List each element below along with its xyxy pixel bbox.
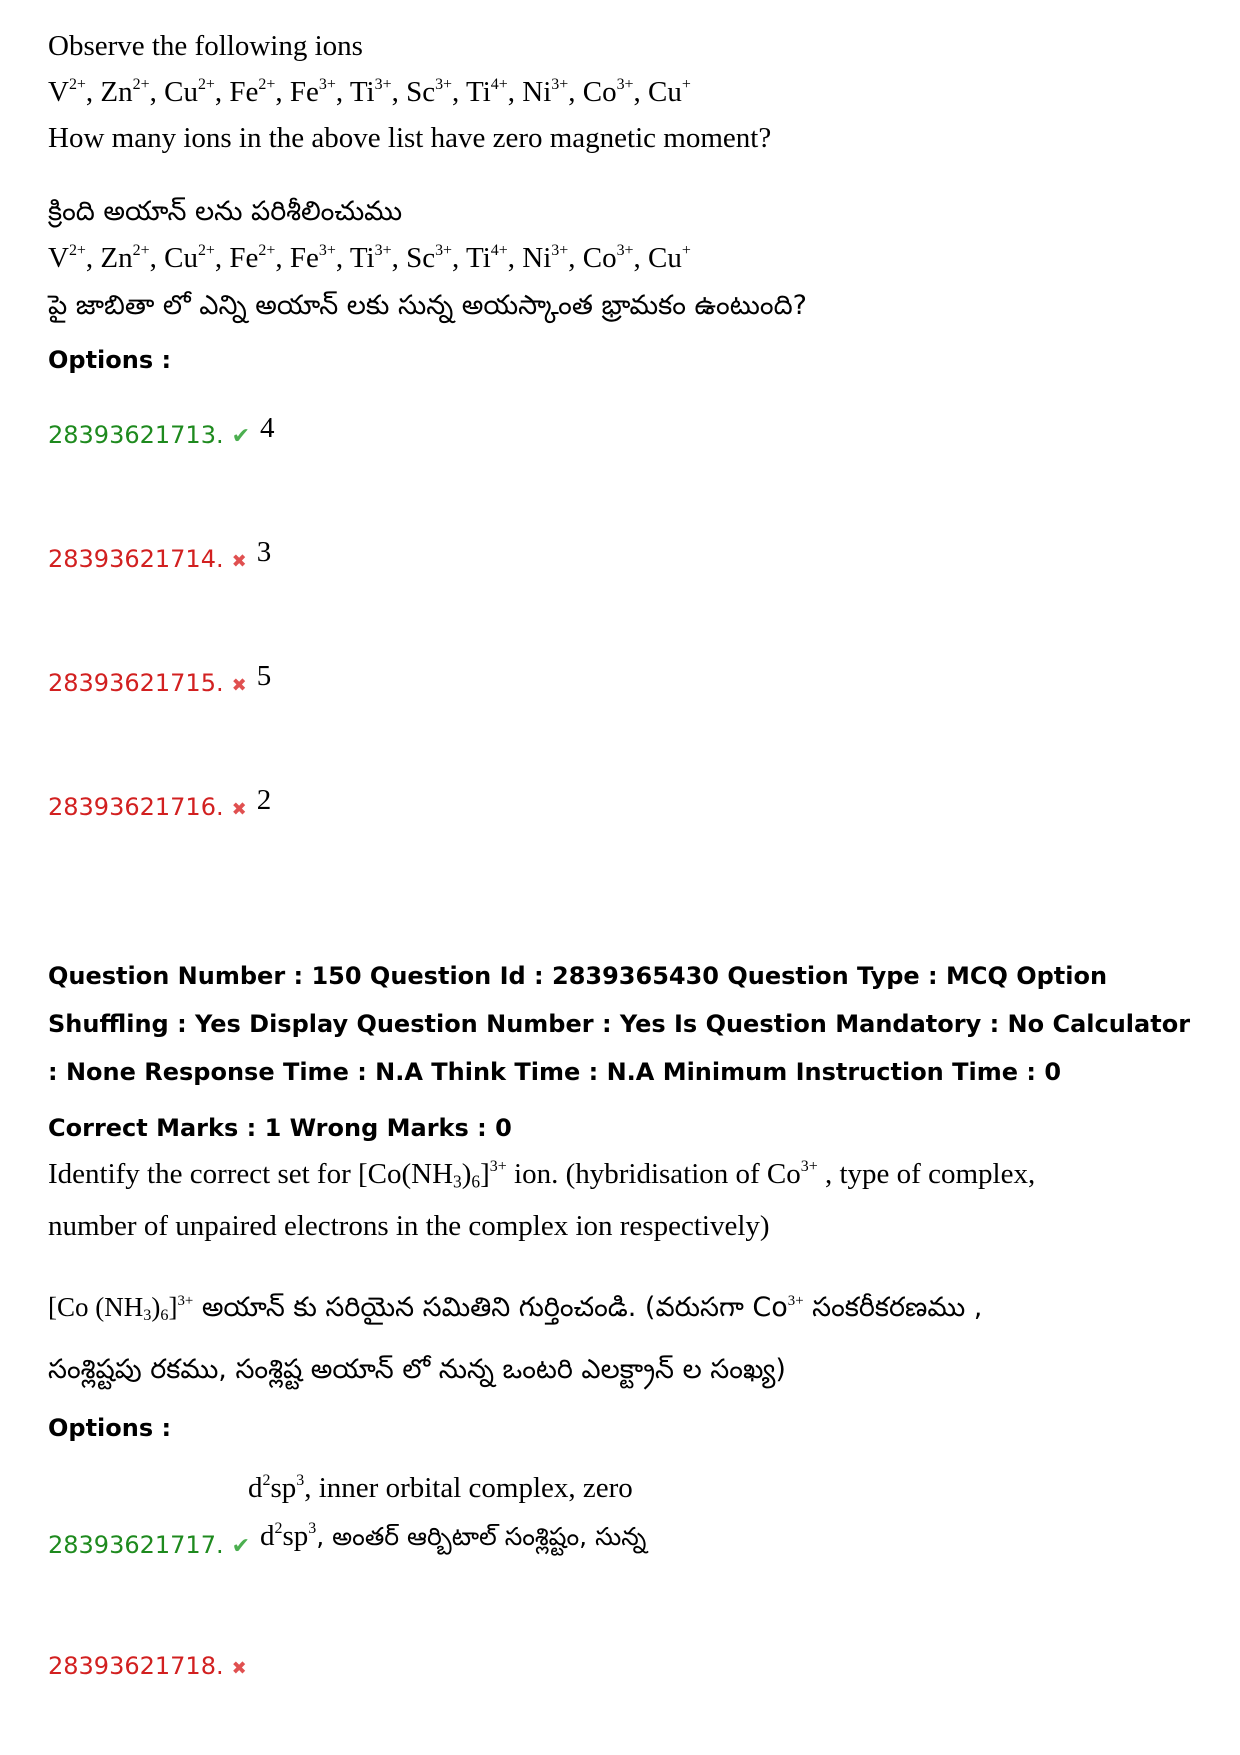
ion-charge: 3+ bbox=[374, 242, 392, 260]
ion-charge: 3+ bbox=[318, 76, 336, 94]
q2-text: ) bbox=[151, 1292, 161, 1322]
separator: , bbox=[452, 242, 467, 274]
ion-charge: 2+ bbox=[258, 242, 276, 260]
q2-text: సంకరీకరణము , bbox=[803, 1292, 983, 1323]
superscript: 3+ bbox=[800, 1158, 818, 1176]
separator: , bbox=[568, 76, 583, 108]
q2-marks: Correct Marks : 1 Wrong Marks : 0 bbox=[48, 1114, 512, 1142]
option-id: 28393621717. bbox=[48, 1531, 224, 1559]
separator: , bbox=[452, 76, 467, 108]
q1-option-1[interactable] bbox=[48, 412, 275, 451]
superscript: 3+ bbox=[489, 1158, 507, 1176]
q2-text: అయాన్ కు సరియైన సమితిని గుర్తించండి. (వరుసగా Co bbox=[193, 1292, 788, 1323]
ion-charge: 4+ bbox=[490, 76, 508, 94]
cross-icon: ✖ bbox=[231, 551, 247, 571]
separator: , bbox=[507, 242, 523, 274]
separator: , bbox=[149, 76, 165, 108]
subscript: 6 bbox=[471, 1171, 481, 1192]
separator: , bbox=[214, 76, 230, 108]
ion-charge: 2+ bbox=[68, 242, 86, 260]
q1-ion-list bbox=[48, 76, 691, 109]
ion-charge: 3+ bbox=[551, 76, 569, 94]
q2-option-2[interactable] bbox=[48, 1652, 247, 1680]
option-text: sp bbox=[270, 1472, 297, 1504]
check-icon: ✔ bbox=[231, 423, 251, 448]
ion-symbol: Ti bbox=[466, 242, 491, 274]
superscript: 3 bbox=[296, 1472, 305, 1490]
q2-text: ] bbox=[168, 1292, 178, 1322]
ion-symbol: Ti bbox=[466, 76, 491, 108]
ion-symbol: Co bbox=[582, 242, 617, 274]
ion-symbol: Ni bbox=[522, 242, 552, 274]
separator: , bbox=[85, 76, 101, 108]
separator: , bbox=[633, 76, 649, 108]
ion-charge: 3+ bbox=[551, 242, 569, 260]
option-text: sp bbox=[282, 1520, 309, 1552]
cross-icon: ✖ bbox=[231, 675, 247, 695]
ion-symbol: Co bbox=[582, 76, 617, 108]
ion-symbol: Ti bbox=[349, 242, 375, 274]
separator: , bbox=[568, 242, 583, 274]
ion-charge: + bbox=[681, 76, 691, 94]
option-value: 5 bbox=[256, 660, 272, 692]
q2-option-1-en bbox=[248, 1472, 633, 1505]
ion-symbol: Fe bbox=[289, 242, 319, 274]
ion-symbol: Ti bbox=[349, 76, 375, 108]
q2-question-en-line2: number of unpaired electrons in the complex ion respectively) bbox=[48, 1210, 770, 1242]
q1-options-label: Options : bbox=[48, 346, 172, 374]
q2-option-1[interactable] bbox=[48, 1520, 647, 1566]
q1-option-4[interactable] bbox=[48, 784, 272, 823]
separator: , bbox=[633, 242, 649, 274]
separator: , bbox=[149, 242, 165, 274]
ion-symbol: Cu bbox=[164, 242, 198, 274]
superscript: 3 bbox=[308, 1520, 317, 1538]
ion-symbol: Cu bbox=[164, 76, 198, 108]
cross-icon: ✖ bbox=[231, 799, 247, 819]
ion-charge: 3+ bbox=[616, 76, 634, 94]
ion-symbol: Fe bbox=[229, 242, 259, 274]
ion-charge: 4+ bbox=[490, 242, 508, 260]
option-id: 28393621714. bbox=[48, 545, 224, 573]
option-id: 28393621718. bbox=[48, 1652, 224, 1680]
option-id: 28393621716. bbox=[48, 793, 224, 821]
separator: , bbox=[335, 242, 350, 274]
ion-charge: 2+ bbox=[197, 76, 215, 94]
option-value: 2 bbox=[256, 784, 272, 816]
q2-text: [Co (NH bbox=[48, 1292, 144, 1322]
ion-symbol: Sc bbox=[406, 76, 436, 108]
subscript: 6 bbox=[160, 1306, 169, 1325]
subscript: 3 bbox=[143, 1306, 152, 1325]
q2-text: ] bbox=[480, 1158, 490, 1190]
ion-charge: 2+ bbox=[68, 76, 86, 94]
ion-symbol: V bbox=[48, 242, 69, 274]
ion-charge: 3+ bbox=[616, 242, 634, 260]
ion-symbol: Zn bbox=[100, 242, 133, 274]
separator: , bbox=[335, 76, 350, 108]
option-id: 28393621713. bbox=[48, 421, 224, 449]
option-text: d bbox=[248, 1472, 263, 1504]
ion-symbol: V bbox=[48, 76, 69, 108]
superscript: 2 bbox=[274, 1520, 283, 1538]
option-text: d bbox=[260, 1520, 275, 1552]
separator: , bbox=[391, 242, 407, 274]
option-text: , inner orbital complex, zero bbox=[304, 1472, 633, 1504]
q2-question-te bbox=[48, 1292, 982, 1330]
ion-charge: + bbox=[681, 242, 691, 260]
option-text: , అంతర్ ఆర్బిటాల్ సంశ్లిష్టం, సున్న bbox=[316, 1522, 647, 1551]
separator: , bbox=[85, 242, 101, 274]
ion-charge: 2+ bbox=[197, 242, 215, 260]
superscript: 3+ bbox=[787, 1292, 804, 1309]
check-icon: ✔ bbox=[231, 1533, 251, 1558]
option-value bbox=[260, 1520, 646, 1552]
subscript: 3 bbox=[453, 1171, 462, 1192]
ion-symbol: Fe bbox=[229, 76, 259, 108]
q2-text: , type of complex, bbox=[817, 1158, 1036, 1190]
ion-symbol: Ni bbox=[522, 76, 552, 108]
cross-icon: ✖ bbox=[231, 1658, 247, 1678]
q2-question-en bbox=[48, 1158, 1035, 1191]
ion-charge: 2+ bbox=[132, 76, 150, 94]
superscript: 3+ bbox=[177, 1292, 194, 1309]
ion-symbol: Cu bbox=[648, 76, 682, 108]
ion-symbol: Sc bbox=[406, 242, 436, 274]
separator: , bbox=[214, 242, 230, 274]
ion-charge: 3+ bbox=[435, 76, 453, 94]
q1-option-2[interactable] bbox=[48, 536, 272, 575]
ion-charge: 2+ bbox=[132, 242, 150, 260]
q1-intro: Observe the following ions bbox=[48, 30, 363, 62]
q2-options-label: Options : bbox=[48, 1414, 172, 1442]
q1-question-en: How many ions in the above list have zero magnetic moment? bbox=[48, 122, 772, 154]
option-id: 28393621715. bbox=[48, 669, 224, 697]
ion-symbol: Cu bbox=[648, 242, 682, 274]
option-value: 4 bbox=[260, 412, 275, 444]
separator: , bbox=[275, 76, 290, 108]
separator: , bbox=[275, 242, 290, 274]
ion-symbol: Zn bbox=[100, 76, 133, 108]
q1-ion-list-te bbox=[48, 242, 691, 275]
ion-symbol: Fe bbox=[289, 76, 319, 108]
superscript: 2 bbox=[262, 1472, 271, 1490]
q1-question-te: పై జాబితా లో ఎన్ని అయాన్ లకు సున్న అయస్కాంత భ్రామకం ఉంటుంది? bbox=[48, 290, 807, 321]
ion-charge: 3+ bbox=[374, 76, 392, 94]
q2-question-te-line2: సంశ్లిష్టపు రకము, సంశ్లిష్ట అయాన్ లో నున్న ఒంటరి ఎలక్ట్రాన్ ల సంఖ్య) bbox=[48, 1354, 786, 1385]
q2-text: ) bbox=[461, 1158, 472, 1190]
ion-charge: 2+ bbox=[258, 76, 276, 94]
q1-option-3[interactable] bbox=[48, 660, 272, 699]
ion-charge: 3+ bbox=[318, 242, 336, 260]
q2-text: Identify the correct set for [Co(NH bbox=[48, 1158, 454, 1190]
option-value: 3 bbox=[256, 536, 272, 568]
q2-text: ion. (hybridisation of Co bbox=[506, 1158, 801, 1190]
separator: , bbox=[507, 76, 523, 108]
q2-meta: Question Number : 150 Question Id : 2839365430 Question Type : MCQ Option Shuffling : Yes Display Question Number : Yes Is Question Mandatory : No Calculator : None Response Time : N.A Think Time : N.A Minimum Instruction Time : 0 bbox=[48, 962, 1191, 1086]
separator: , bbox=[391, 76, 407, 108]
ion-charge: 3+ bbox=[435, 242, 453, 260]
q1-intro-te: క్రింది అయాన్ లను పరిశీలించుము bbox=[48, 196, 403, 227]
